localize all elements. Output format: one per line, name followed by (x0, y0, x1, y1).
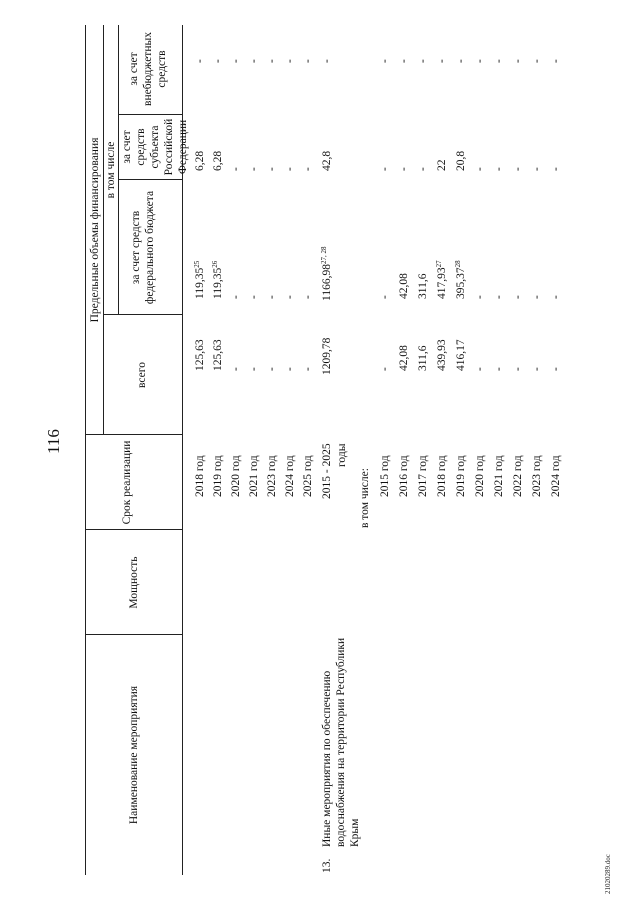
i13-total-2: 311,6 (417, 345, 429, 371)
b1-federal-1: 119,35$^{26}$ (211, 260, 224, 299)
i13-extra-3: - (436, 59, 448, 63)
i13-total-5: - (474, 367, 486, 371)
b1-total-2: - (230, 367, 242, 371)
b1-extra-5: - (284, 59, 296, 63)
i13-extra-7: - (512, 59, 524, 63)
b1-year-2: 2020 год (230, 455, 242, 497)
i13-federal-4: 395,37$^{28}$ (454, 260, 467, 299)
b1-regional-3: - (248, 167, 260, 171)
i13-regional-8: - (531, 167, 543, 171)
i13-regional-1: - (398, 167, 410, 171)
b1-regional-0: 6,28 (194, 150, 206, 171)
i13-total-7: - (512, 367, 524, 371)
i13-total-0: - (379, 367, 391, 371)
col-divider-federal (118, 179, 182, 180)
i13-federal-2: 311,6 (417, 273, 429, 299)
b1-year-4: 2023 год (266, 455, 278, 497)
i13-year-1: 2016 год (398, 455, 410, 497)
item13-regional: 42,8 (321, 150, 333, 171)
b1-extra-3: - (248, 59, 260, 63)
i13-total-3: 439,93 (436, 339, 448, 371)
item13-name: Иные мероприятия по обеспечению водоснабжения на территории Республики Крым (321, 637, 361, 847)
i13-extra-8: - (531, 59, 543, 63)
b1-extra-0: - (194, 59, 206, 63)
i13-federal-8: - (531, 295, 543, 299)
b1-year-1: 2019 год (212, 455, 224, 497)
i13-year-2: 2017 год (417, 455, 429, 497)
i13-regional-9: - (550, 167, 562, 171)
i13-federal-5: - (474, 295, 486, 299)
b1-total-5: - (284, 367, 296, 371)
i13-regional-6: - (493, 167, 505, 171)
header-regional: за счет средств субъекта Российской Федерации (121, 118, 189, 176)
b1-total-4: - (266, 367, 278, 371)
b1-federal-5: - (284, 295, 296, 299)
i13-total-6: - (493, 367, 505, 371)
b1-year-0: 2018 год (194, 455, 206, 497)
i13-total-8: - (531, 367, 543, 371)
i13-federal-0: - (379, 295, 391, 299)
i13-extra-9: - (550, 59, 562, 63)
b1-federal-3: - (248, 295, 260, 299)
item13-extra: - (321, 59, 333, 63)
item13-including-label: в том числе: (359, 468, 371, 528)
b1-total-3: - (248, 367, 260, 371)
item13-period-line1: 2015 - 2025 (321, 443, 333, 499)
i13-year-5: 2020 год (474, 455, 486, 497)
table-top-border (85, 25, 86, 875)
header-including: в том числе (105, 141, 117, 199)
b1-year-5: 2024 год (284, 455, 296, 497)
header-name: Наименование мероприятия (128, 685, 140, 825)
item13-number: 13. (321, 858, 333, 873)
i13-regional-7: - (512, 167, 524, 171)
i13-federal-9: - (550, 295, 562, 299)
header-federal: за счет средств федерального бюджета (130, 190, 156, 305)
i13-federal-7: - (512, 295, 524, 299)
i13-total-4: 416,17 (455, 339, 467, 371)
b1-extra-1: - (212, 59, 224, 63)
i13-extra-6: - (493, 59, 505, 63)
i13-year-7: 2022 год (512, 455, 524, 497)
b1-regional-4: - (266, 167, 278, 171)
item13-total: 1209,78 (321, 337, 333, 375)
i13-year-0: 2015 год (379, 455, 391, 497)
i13-federal-1: 42,08 (398, 273, 410, 299)
i13-regional-5: - (474, 167, 486, 171)
page-number: 116 (44, 429, 63, 454)
header-capacity: Мощность (128, 556, 140, 609)
i13-regional-0: - (379, 167, 391, 171)
b1-regional-1: 6,28 (212, 150, 224, 171)
header-total: всего (136, 362, 148, 388)
including-underline (118, 25, 119, 315)
i13-federal-3: 417,93$^{27}$ (435, 260, 448, 299)
b1-regional-5: - (284, 167, 296, 171)
i13-extra-4: - (455, 59, 467, 63)
header-funding-group: Предельные объемы финансирования (89, 137, 101, 323)
rotated-table (85, 25, 585, 875)
i13-year-9: 2024 год (550, 455, 562, 497)
document-code: 21020289.doc (604, 854, 612, 894)
b1-federal-2: - (230, 295, 242, 299)
b1-federal-0: 119,35$^{25}$ (193, 260, 206, 299)
i13-extra-0: - (379, 59, 391, 63)
b1-total-0: 125,63 (194, 339, 206, 371)
i13-extra-2: - (417, 59, 429, 63)
i13-regional-2: - (417, 167, 429, 171)
b1-year-6: 2025 год (302, 455, 314, 497)
i13-federal-6: - (493, 295, 505, 299)
b1-regional-2: - (230, 167, 242, 171)
i13-extra-1: - (398, 59, 410, 63)
b1-extra-6: - (302, 59, 314, 63)
b1-total-6: - (302, 367, 314, 371)
i13-year-3: 2018 год (436, 455, 448, 497)
b1-year-3: 2021 год (248, 455, 260, 497)
header-extra: за счет внебюджетных средств (128, 32, 168, 106)
b1-federal-6: - (302, 295, 314, 299)
i13-total-1: 42,08 (398, 345, 410, 371)
i13-extra-5: - (474, 59, 486, 63)
i13-year-6: 2021 год (493, 455, 505, 497)
b1-extra-2: - (230, 59, 242, 63)
i13-year-4: 2019 год (455, 455, 467, 497)
item13-federal: 1166,98$^{27, 28}$ (320, 246, 333, 301)
b1-regional-6: - (302, 167, 314, 171)
b1-federal-4: - (266, 295, 278, 299)
b1-extra-4: - (266, 59, 278, 63)
i13-year-8: 2023 год (531, 455, 543, 497)
item13-period-line2: годы (336, 443, 348, 467)
i13-regional-3: 22 (436, 159, 448, 171)
i13-total-9: - (550, 367, 562, 371)
b1-total-1: 125,63 (212, 339, 224, 371)
header-period: Срок реализации (121, 440, 133, 525)
i13-regional-4: 20,8 (455, 150, 467, 171)
